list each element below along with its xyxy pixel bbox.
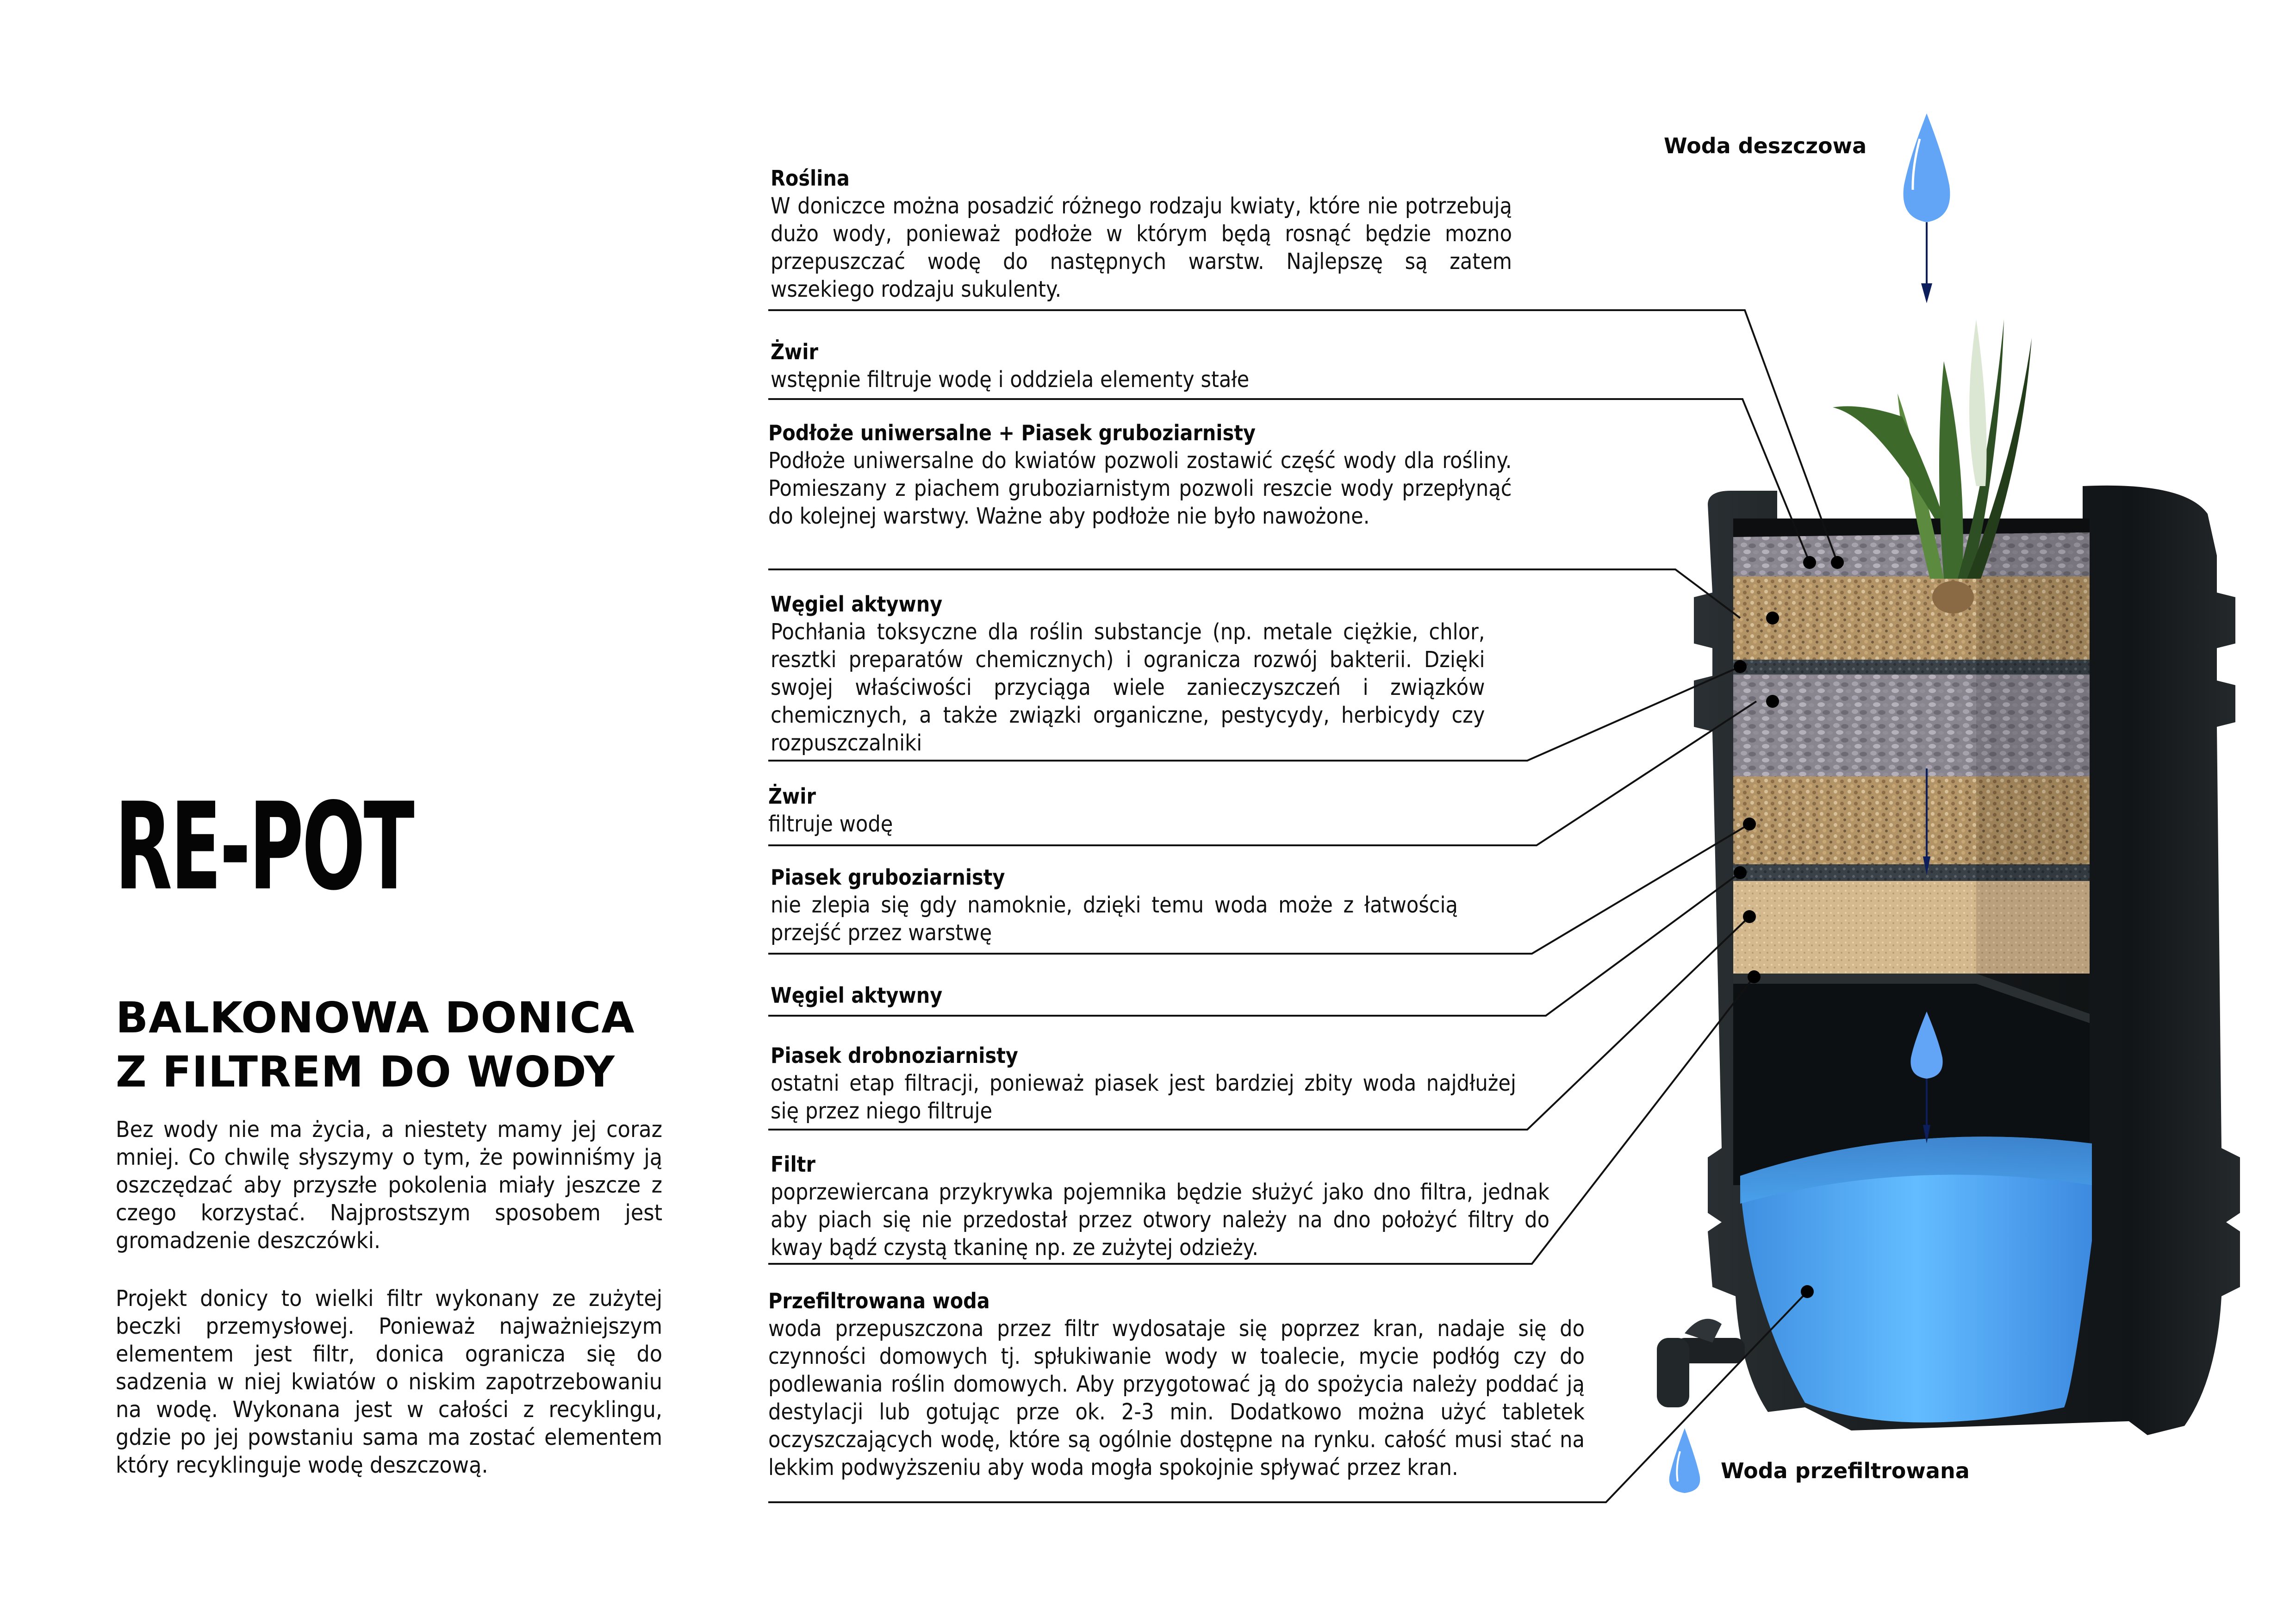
callout-title: Roślina — [771, 166, 850, 191]
callout-roslina — [771, 164, 1511, 303]
callout-piasek-drobny — [771, 1042, 1516, 1125]
brand-title: RE-POT — [115, 777, 413, 917]
callout-title: Żwir — [771, 339, 818, 364]
rain-arrow-head — [1921, 283, 1932, 303]
callout-description: filtruje wodę — [768, 811, 893, 837]
filtered-water-volume — [1740, 1137, 2092, 1422]
callout-title: Żwir — [768, 784, 816, 809]
callout-title: Podłoże uniwersalne + Piasek gruboziarnisty — [768, 420, 1256, 445]
callout-description: woda przepuszczona przez filtr wydosataje się poprzez kran, nadaje się do czynności domowych tj. spłukiwanie wody w toalecie, mycie podłóg czy do podlewania roślin domowych. Aby przygotować ją do spożycia należy poddać ją destylacji lub gotując prze ok. 2-3 min. Dodatkowo można użyć tabletek oczyszczających wodę, które są ogólnie dostępne na rynku. całość musi stać na lekkim podwyższeniu aby woda mogła spokojnie spływać przez kran. — [768, 1316, 1585, 1480]
intro-paragraph-2: Projekt donicy to wielki filtr wykonany ze zużytej beczki przemysłowej. Ponieważ najważniejszym elementem jest filtr, donica ogranicza się do sadzenia w niej kwiatów o niskim zapotrzebowaniu na wodę. Wykonana jest w całości z recyklingu, gdzie po jej powstaniu sama ma zostać elementem który recyklinguje wodę deszczową. — [116, 1286, 663, 1478]
callout-title: Piasek gruboziarnisty — [771, 865, 1005, 890]
rain-drop-icon — [1904, 113, 1950, 222]
tap-icon — [1657, 1319, 1745, 1407]
callout-wegiel-2 — [771, 981, 1456, 1009]
callout-title: Filtr — [771, 1152, 815, 1177]
callout-podloze — [768, 419, 1512, 530]
callout-title: Węgiel aktywny — [771, 592, 943, 617]
callout-title: Węgiel aktywny — [771, 983, 943, 1008]
callout-description: nie zlepia się gdy namoknie, dzięki temu woda może z łatwością przejść przez warstwę — [771, 892, 1458, 946]
callout-zwir-2 — [768, 782, 1481, 838]
subtitle — [116, 991, 635, 1099]
callout-description: Podłoże uniwersalne do kwiatów pozwoli zostawić część wody dla rośliny. Pomieszany z piachem gruboziarnistym pozwoli reszcie wody przepłynąć do kolejnej warstwy. Ważne aby podłoże nie było nawożone. — [768, 448, 1512, 529]
callout-description: wstępnie filtruje wodę i oddziela elementy stałe — [771, 367, 1250, 393]
callout-zwir-top — [771, 338, 1511, 394]
callout-title: Przefiltrowana woda — [768, 1288, 990, 1313]
subtitle-line-2: Z FILTREM DO WODY — [116, 1047, 615, 1097]
callout-description: W doniczce można posadzić różnego rodzaju kwiaty, które nie potrzebują dużo wody, ponieważ podłoże w którym będą rosnąć będzie mozno przepuszczać wodę do następnych warstw. Najlepszę są zatem wszekiego rodzaju sukulenty. — [771, 193, 1512, 302]
subtitle-line-1: BALKONOWA DONICA — [116, 993, 635, 1043]
callout-wegiel-1 — [771, 590, 1483, 757]
callout-filtr — [771, 1150, 1548, 1262]
callout-przefiltrowana-woda — [768, 1287, 1583, 1481]
rain-water-label: Woda deszczowa — [1664, 133, 1867, 158]
callout-description: ostatni etap filtracji, ponieważ piasek jest bardziej zbity woda najdłużej się przez niego filtruje — [771, 1070, 1516, 1124]
intro-paragraph-1: Bez wody nie ma życia, a niestety mamy jej coraz mniej. Co chwilę słyszymy o tym, że powinniśmy ją oszczędzać aby przyszłe pokolenia miały jeszcze z czego korzystać. Najprostszym sposobem jest gromadzenie deszczówki. — [116, 1117, 663, 1254]
callout-title: Piasek drobnoziarnisty — [771, 1043, 1018, 1068]
callout-description: Pochłania toksyczne dla roślin substancje (np. metale ciężkie, chlor, resztki preparatów chemicznych) i ogranicza rozwój bakterii. Dzięki swojej właściwości przyciąga wiele zanieczyszczeń i związków chemicznych, a także związki organiczne, pestycydy, herbicydy czy rozpuszczalniki — [771, 619, 1485, 756]
output-drop-icon — [1669, 1428, 1700, 1493]
filtered-water-label: Woda przefiltrowana — [1721, 1458, 1970, 1483]
callout-description: poprzewiercana przykrywka pojemnika będzie służyć jako dno filtra, jednak aby piach się nie przedostał przez otwory należy na dno położyć filtry do kway bądź czystą tkaninę np. ze zużytej odzieży. — [771, 1179, 1549, 1261]
callout-piasek-gruby — [771, 863, 1456, 947]
